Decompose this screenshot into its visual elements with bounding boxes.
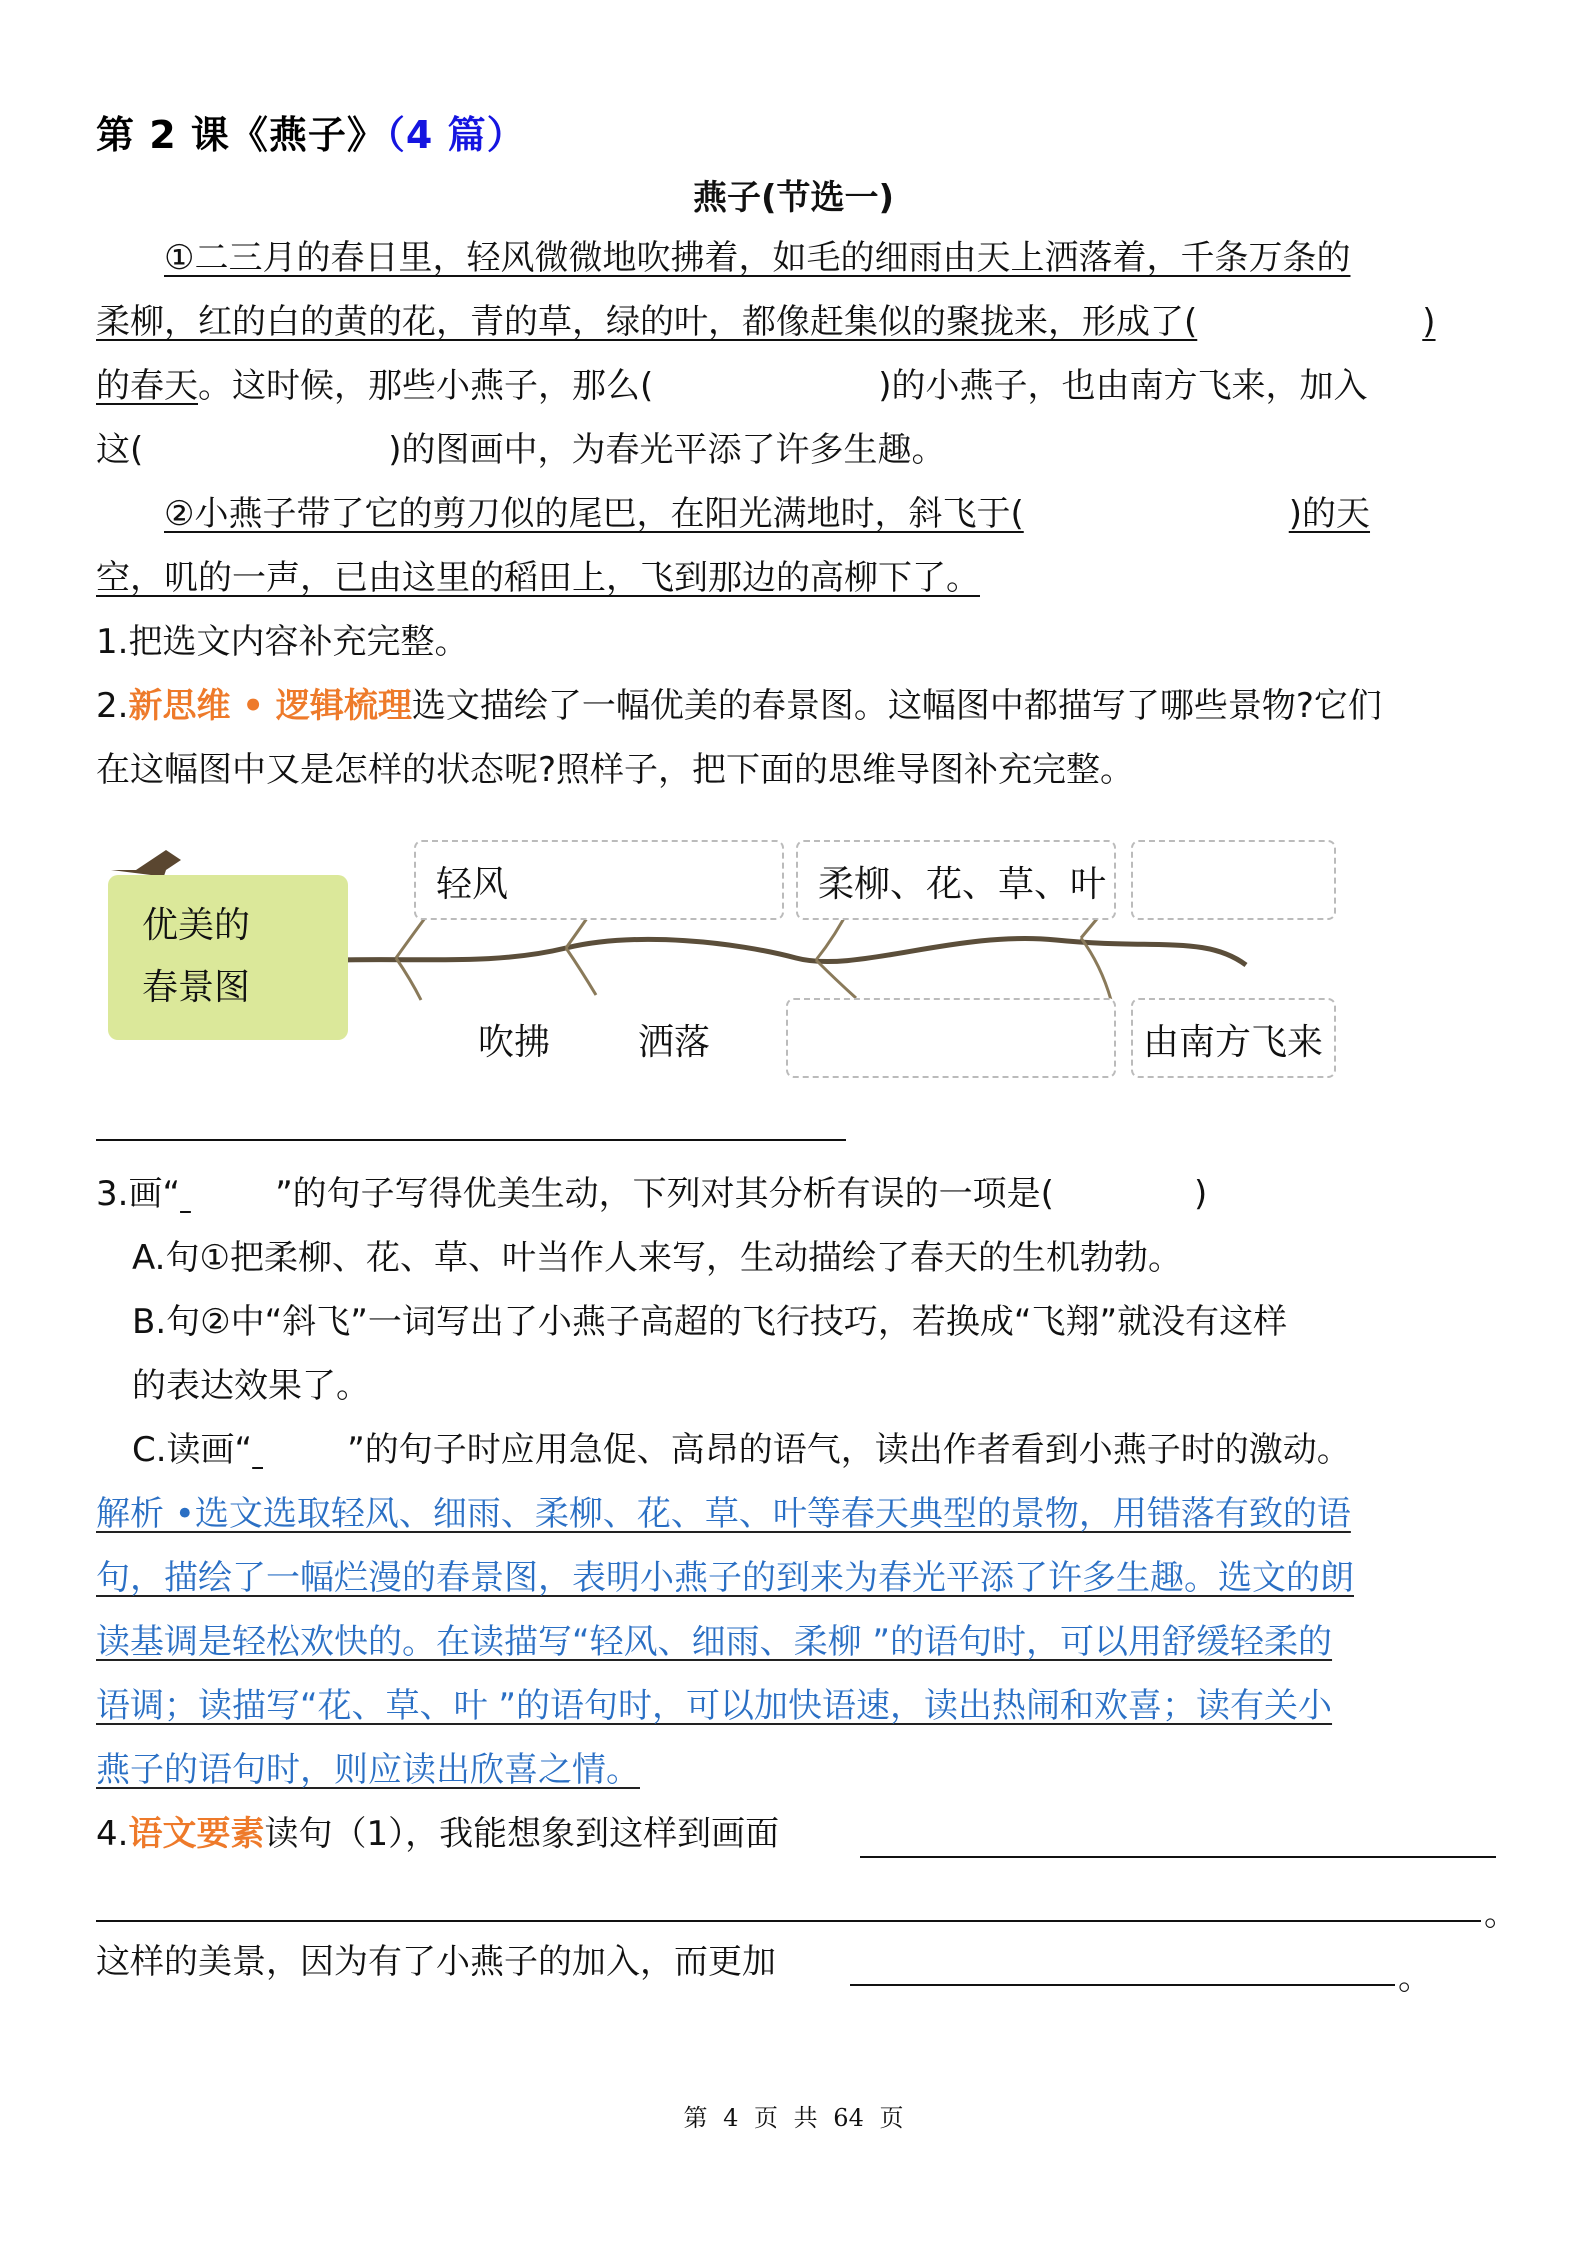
answer-line-q2[interactable] <box>96 1139 846 1141</box>
underline-sample <box>252 1430 347 1470</box>
passage-p1-line4 <box>96 430 1496 470</box>
question-4-line3: 这样的美景，因为有了小燕子的加入，而更加 <box>96 1942 776 1982</box>
p1-line3-a: 。这时候，那些小燕子，那么( <box>198 366 654 406</box>
root-line2: 春景图 <box>142 967 251 1008</box>
q2-number: 2. <box>96 686 129 726</box>
bottom-node-2[interactable] <box>616 998 776 1078</box>
q3-option-b-line1: B.句②中“斜飞”一词写出了小燕子高超的飞行技巧，若换成“飞翔”就没有这样 <box>132 1302 1288 1342</box>
q3-c-b: ”的句子时应用急促、高昂的语气，读出作者看到小燕子时的激动。 <box>347 1430 1351 1470</box>
passage-p2-line1 <box>96 494 1496 534</box>
root-line1: 优美的 <box>142 905 251 946</box>
q3-stem-a: 3.画“ <box>96 1174 181 1214</box>
analysis-line5: 燕子的语句时，则应读出欣喜之情。 <box>96 1750 640 1790</box>
q4-line1-text: 读句（1），我能想象到这样到画面 <box>264 1814 780 1854</box>
underlined-sentence-1: ①二三月的春日里，轻风微微地吹拂着，如毛的细雨由天上洒落着，千条万条的 <box>164 238 1351 278</box>
lesson-title <box>96 104 526 159</box>
p2-line2-text: 空，叽的一声，已由这里的稻田上，飞到那边的高柳下了。 <box>96 558 980 598</box>
question-3-stem <box>96 1174 1496 1214</box>
bottom-node-1[interactable] <box>456 998 576 1078</box>
node-text: 由南方飞来 <box>1143 1022 1324 1063</box>
top-node-4[interactable] <box>1131 840 1336 920</box>
page-footer: 第 4 页 共 64 页 <box>683 2104 904 2132</box>
q4-line3-period: 。 <box>1398 1958 1432 1998</box>
q4-line2-period: 。 <box>1484 1894 1518 1934</box>
q4-number: 4. <box>96 1814 129 1854</box>
p1-line2-text: 柔柳，红的白的黄的花，青的草，绿的叶，都像赶集似的聚拢来，形成了( <box>96 302 1198 342</box>
passage-p2-line2 <box>96 558 1496 598</box>
q2-line1-text: 选文描绘了一幅优美的春景图。这幅图中都描写了哪些景物?它们 <box>411 686 1382 726</box>
passage-p1-line2 <box>96 302 1496 342</box>
passage-p1-line1 <box>96 238 1496 278</box>
p2-line1-b: )的天 <box>1288 494 1371 534</box>
top-node-3[interactable] <box>796 840 1116 920</box>
q3-stem-b: ”的句子写得优美生动，下列对其分析有误的一项是( <box>275 1174 1054 1214</box>
q3-stem-c: ) <box>1193 1174 1208 1214</box>
lesson-count: （4 篇） <box>385 113 526 157</box>
question-4-line1 <box>96 1814 1496 1854</box>
passage-title: 燕子(节选一) <box>692 178 895 218</box>
node-text: 轻风 <box>436 864 509 905</box>
q4-tag: 语文要素 <box>128 1814 265 1854</box>
p2-line1-a: ②小燕子带了它的剪刀似的尾巴，在阳光满地时，斜飞于( <box>164 494 1024 534</box>
answer-line-q4-1[interactable] <box>860 1856 1496 1858</box>
p1-line4-b: )的图画中，为春光平添了许多生趣。 <box>388 430 946 470</box>
passage-p1-line3 <box>96 366 1496 406</box>
q3-option-c <box>132 1430 1532 1470</box>
node-text: 吹拂 <box>478 1022 551 1063</box>
answer-line-q4-3[interactable] <box>850 1984 1395 1986</box>
answer-line-q4-2[interactable] <box>96 1920 1481 1922</box>
node-text: 洒落 <box>638 1022 711 1063</box>
bottom-node-3[interactable] <box>786 998 1116 1078</box>
bottom-node-4[interactable] <box>1131 998 1336 1078</box>
underlined-sentence-2 <box>164 494 1370 534</box>
p1-line4-a: 这( <box>96 430 144 470</box>
q3-option-a: A.句①把柔柳、花、草、叶当作人来写，生动描绘了春天的生机勃勃。 <box>132 1238 1182 1278</box>
analysis-line4: 语调；读描写“花、草、叶 ”的语句时，可以加快语速，读出热闹和欢喜；读有关小 <box>96 1686 1333 1726</box>
mind-map-root <box>108 875 348 1040</box>
underline-sample <box>180 1174 275 1214</box>
p1-line3-b: )的小燕子，也由南方飞来，加入 <box>878 366 1368 406</box>
question-2-line2: 在这幅图中又是怎样的状态呢?照样子，把下面的思维导图补充完整。 <box>96 750 1135 790</box>
node-text: 柔柳、花、草、叶 <box>818 864 1107 905</box>
analysis-line2: 句，描绘了一幅烂漫的春景图，表明小燕子的到来为春光平添了许多生趣。选文的朗 <box>96 1558 1354 1598</box>
top-node-1[interactable] <box>414 840 784 920</box>
p1-line3-underlined: 的春天 <box>96 366 198 406</box>
question-1: 1.把选文内容补充完整。 <box>96 622 469 662</box>
analysis-line3: 读基调是轻松欢快的。在读描写“轻风、细雨、柔柳 ”的语句时，可以用舒缓轻柔的 <box>96 1622 1333 1662</box>
lesson-title-text: 第 2 课《燕子》 <box>96 113 386 157</box>
q3-option-b-line2: 的表达效果了。 <box>132 1366 370 1406</box>
p1-line2-end: ) <box>1422 302 1436 342</box>
q3-c-a: C.读画“ <box>132 1430 253 1470</box>
q2-tag: 新思维 • 逻辑梳理 <box>128 686 412 726</box>
analysis-line1: 解析 •选文选取轻风、细雨、柔柳、花、草、叶等春天典型的景物，用错落有致的语 <box>96 1494 1351 1534</box>
mind-map <box>96 830 1346 1080</box>
question-2-line1 <box>96 686 1496 726</box>
